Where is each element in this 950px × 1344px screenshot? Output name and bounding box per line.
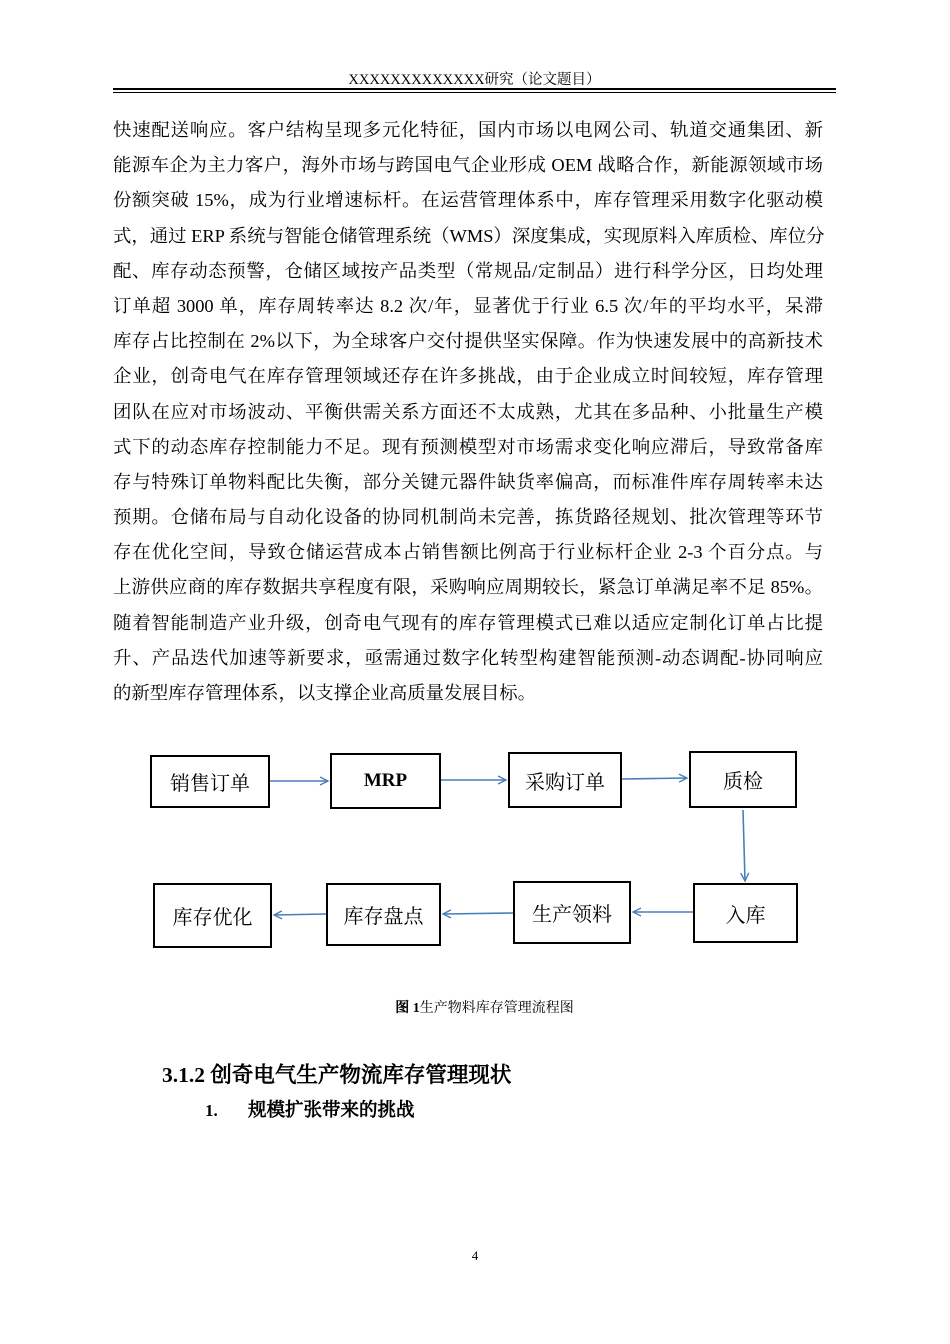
arrow-picking-to-count	[443, 913, 513, 914]
paragraph-line: 升、产品迭代加速等新要求，亟需通过数字化转型构建智能预测-动态调配-协同响应	[113, 647, 823, 668]
flow-node-sales-order: 销售订单	[150, 755, 270, 808]
paragraph-line: 存在优化空间，导致仓储运营成本占销售额比例高于行业标杆企业 2-3 个百分点。与	[113, 542, 823, 563]
paragraph-line: 的新型库存管理体系，以支撑企业高质量发展目标。	[113, 683, 536, 703]
list-item-text: 规模扩张带来的挑战	[248, 1101, 415, 1121]
header-title: XXXXXXXXXXXXX研究（论文题目）	[348, 72, 601, 88]
paragraph-line: 库存占比控制在 2%以下，为全球客户交付提供坚实保障。作为快速发展中的高新技术	[113, 331, 823, 352]
paragraph-line: 订单超 3000 单，库存周转率达 8.2 次/年，显著优于行业 6.5 次/年的平均水平，呆滞	[113, 295, 823, 316]
flow-node-production-picking: 生产领料	[513, 881, 631, 944]
flow-node-warehousing: 入库	[693, 883, 798, 943]
paragraph-line: 上游供应商的库存数据共享程度有限，采购响应周期较长，紧急订单满足率不足 85%。	[113, 577, 823, 598]
section-heading	[162, 1062, 511, 1088]
paragraph-line: 式，通过 ERP 系统与智能仓储管理系统（WMS）深度集成，实现原料入库质检、库位分	[113, 225, 825, 246]
page-number: 4	[471, 1248, 479, 1263]
list-item-marker: 1.	[205, 1101, 218, 1120]
paragraph-line: 能源车企为主力客户，海外市场与跨国电气企业形成 OEM 战略合作，新能源领域市场	[113, 155, 823, 176]
section-number: 3.1.2	[162, 1063, 205, 1087]
arrow-purchase-to-quality	[622, 778, 687, 779]
running-header	[113, 70, 836, 90]
paragraph-line: 快速配送响应。客户结构呈现多元化特征，国内市场以电网公司、轨道交通集团、新	[113, 120, 823, 140]
header-rule-thin	[113, 92, 836, 93]
paragraph-line: 团队在应对市场波动、平衡供需关系方面还不太成熟，尤其在多品种、小批量生产模	[113, 401, 823, 422]
flow-node-quality-check: 质检	[689, 751, 797, 808]
flow-node-inventory-optimization: 库存优化	[153, 883, 272, 948]
figure-caption	[113, 998, 856, 1020]
paragraph-line: 预期。仓储布局与自动化设备的协同机制尚未完善，拣货路径规划、批次管理等环节	[113, 507, 823, 528]
figure-caption-label: 图 1	[395, 1001, 420, 1016]
arrow-quality-to-warehousing	[743, 810, 745, 881]
section-title: 创奇电气生产物流库存管理现状	[210, 1063, 512, 1087]
flow-node-mrp: MRP	[330, 753, 441, 809]
paragraph-line: 份额突破 15%，成为行业增速标杆。在运营管理体系中，库存管理采用数字化驱动模	[113, 190, 823, 211]
header-rule-thick	[113, 88, 836, 90]
paragraph-line: 随着智能制造产业升级，创奇电气现有的库存管理模式已难以适应定制化订单占比提	[113, 612, 823, 633]
paragraph-line: 配、库存动态预警，仓储区域按产品类型（常规品/定制品）进行科学分区，日均处理	[113, 260, 823, 281]
body-paragraph	[113, 113, 823, 711]
flow-node-purchase-order: 采购订单	[508, 752, 622, 808]
paragraph-line: 存与特殊订单物料配比失衡，部分关键元器件缺货率偏高，而标准件库存周转率未达	[113, 471, 823, 492]
paragraph-line: 式下的动态库存控制能力不足。现有预测模型对市场需求变化响应滞后，导致常备库	[113, 436, 823, 457]
arrow-count-to-optimization	[274, 914, 326, 915]
paragraph-line: 企业，创奇电气在库存管理领域还存在许多挑战，由于企业成立时间较短，库存管理	[113, 366, 823, 387]
figure-caption-text: 生产物料库存管理流程图	[419, 1001, 574, 1016]
flow-node-inventory-count: 库存盘点	[326, 883, 441, 946]
